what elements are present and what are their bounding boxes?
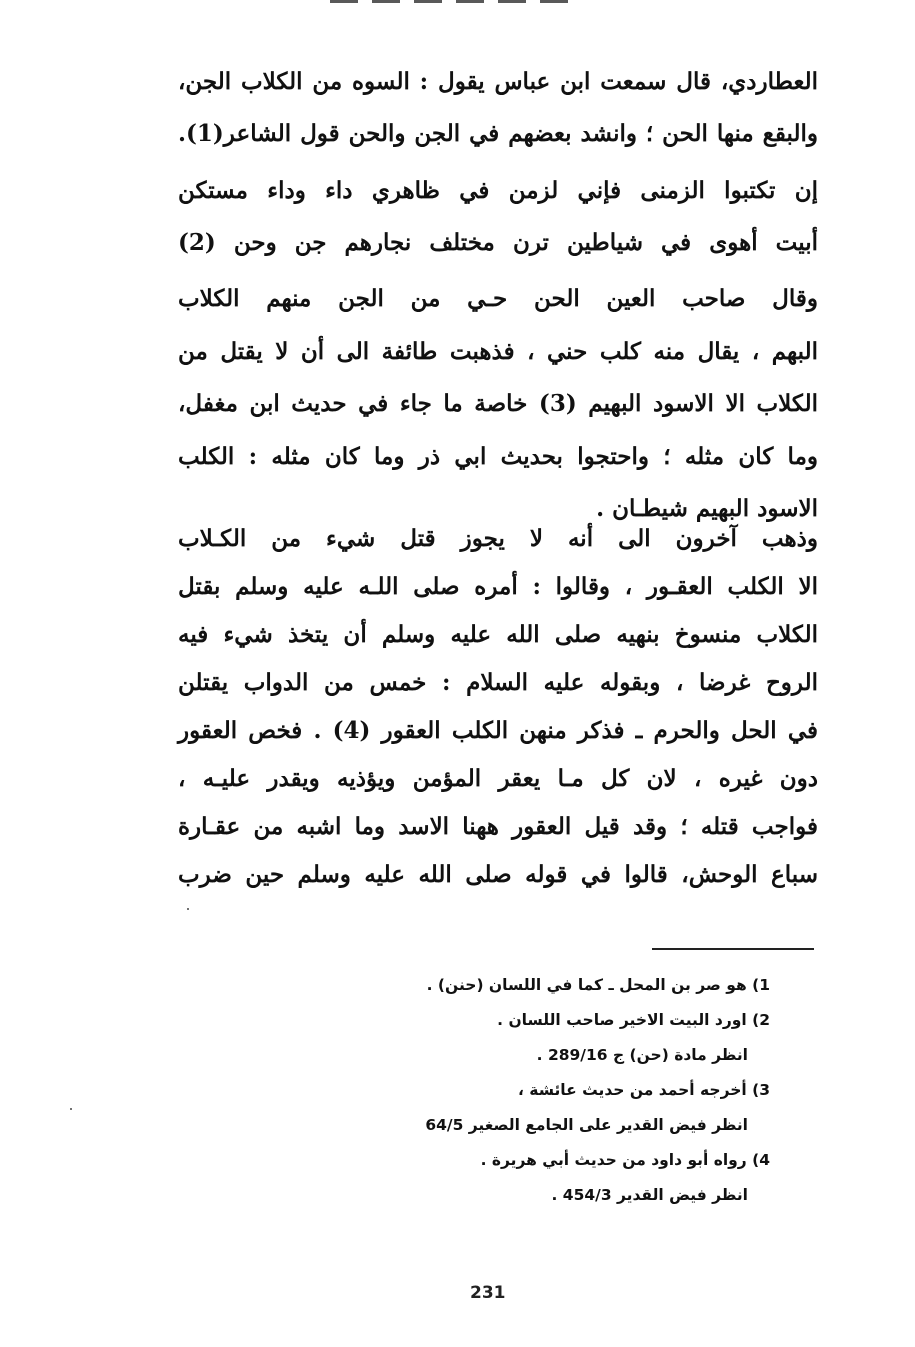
text-line: الا الكلب العقـور ، وقالوا : أمره صلى اللـه عليه وسلم بقتل [178, 573, 818, 600]
verse-hemistich-left: مختلف نجارهم جن وحن (2) [178, 229, 495, 256]
scan-speck [187, 908, 189, 910]
text-line: فواجب قتله ؛ وقد قيل العقور ههنا الاسد وما اشبه من عقـارة [178, 813, 818, 840]
poem-verse [178, 165, 818, 269]
text-line: وذهب آخرون الى أنه لا يجوز قتل شيء من الكـلاب [178, 525, 818, 552]
footnote-line: 1) هو صر بن المحل ـ كما في اللسان (حنن) . [426, 976, 770, 994]
paragraph-1 [178, 56, 818, 160]
page-number: 231 [470, 1283, 506, 1303]
text-line: البهم ، يقال منه كلب حني ، فذهبت طائفة الى أن لا يقتل من [178, 337, 818, 365]
text-line: وما كان مثله ؛ واحتجوا بحديث ابي ذر وما كان مثله : الكلب [178, 442, 818, 470]
verse-hemistich-left: في ظاهري داء وداء مستكن [178, 177, 490, 204]
top-edge-marks [330, 0, 575, 3]
footnote-separator [652, 948, 814, 950]
verse-line-1 [178, 165, 818, 217]
footnote-line: 2) اورد البيت الاخير صاحب اللسان . [497, 1011, 770, 1029]
text-line: في الحل والحرم ـ فذكر منهن الكلب العقور (4) . فخص العقور [178, 717, 818, 744]
paragraph-3 [178, 515, 818, 899]
verse-hemistich-right: أبيت أهوى في شياطين ترن [512, 229, 818, 256]
paragraph-2 [178, 273, 818, 536]
text-line: والبقع منها الحن ؛ وانشد بعضهم في الجن والحن قول الشاعر(1). [178, 120, 818, 147]
verse-hemistich-right: إن تكتبوا الزمنى فإني لزمن [508, 177, 819, 204]
footnotes [300, 968, 770, 1213]
footnote-line: انظر مادة (حن) ج 289/16 . [536, 1046, 748, 1064]
text-line: الكلاب الا الاسود البهيم (3) خاصة ما جاء في حديث ابن مغفل، [178, 390, 818, 417]
footnote-line: 4) رواه أبو داود من حديث أبي هريرة . [480, 1151, 770, 1169]
verse-line-2 [178, 217, 818, 269]
text-line: العطاردي، قال سمعت ابن عباس يقول : السوه من الكلاب الجن، [178, 68, 818, 95]
text-line: الكلاب منسوخ بنهيه صلى الله عليه وسلم أن يتخذ شيء فيه [178, 621, 818, 648]
footnote-line: 3) أخرجه أحمد من حديث عائشة ، [518, 1081, 770, 1099]
scan-speck [70, 1108, 72, 1110]
text-line: الاسود البهيم شيطـان . [596, 495, 818, 522]
text-line: دون غيره ، لان كل مـا يعقر المؤمن ويؤذيه ويقدر عليـه ، [178, 765, 818, 792]
footnote-line: انظر فيض القدير على الجامع الصغير 64/5 [425, 1116, 748, 1134]
footnote-line: انظر فيض القدير 454/3 . [551, 1186, 748, 1204]
text-line: الروح غرضا ، وبقوله عليه السلام : خمس من الدواب يقتلن [178, 669, 818, 696]
text-line: سباع الوحش، قالوا في قوله صلى الله عليه وسلم حين ضرب [178, 861, 818, 888]
text-line: وقال صاحب العين الحن حـي من الجن منهم الكلاب [178, 285, 818, 312]
